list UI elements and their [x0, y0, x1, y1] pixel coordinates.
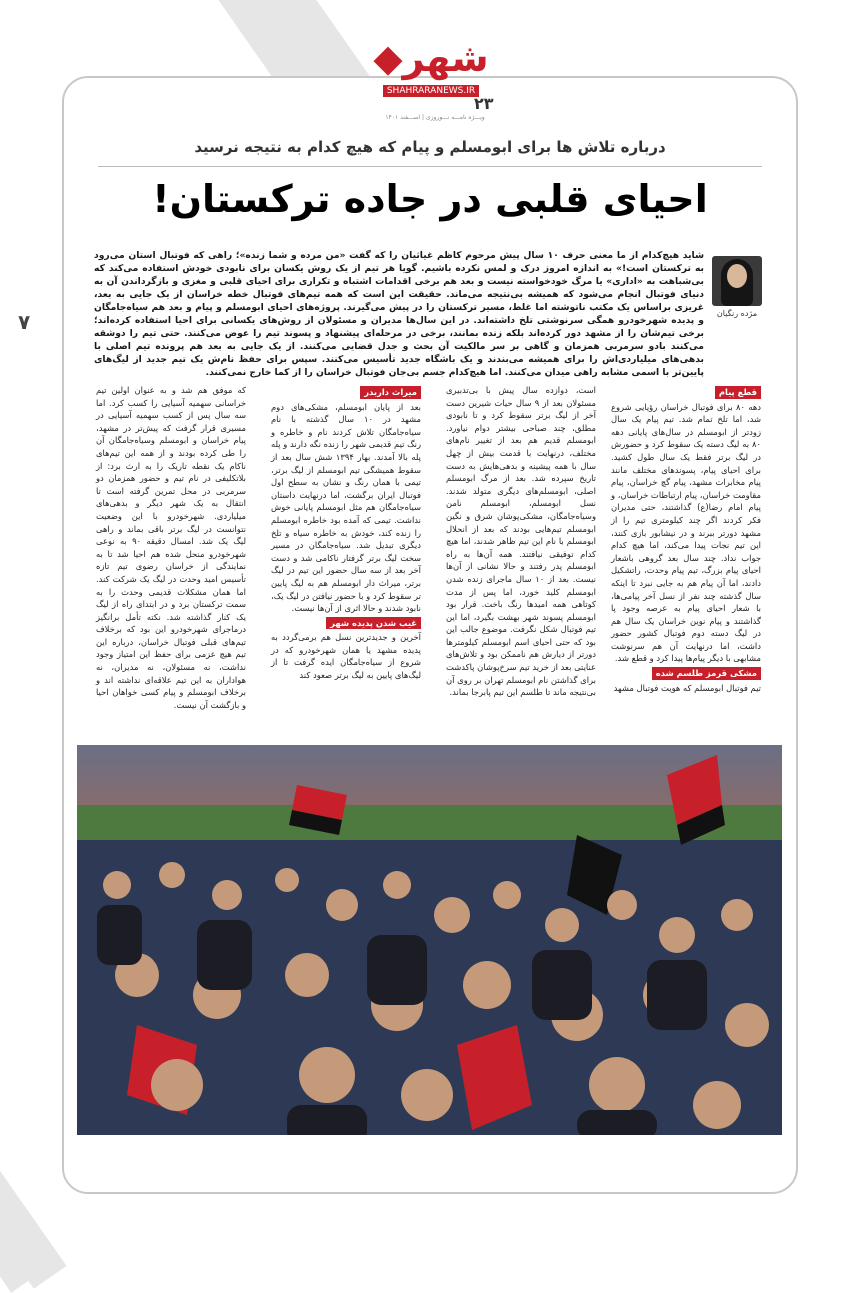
article-subtitle: درباره تلاش ها برای ابومسلم و پیام که هیچ کدام به نتیجه نرسید	[194, 138, 666, 156]
crowd-illustration	[77, 745, 782, 1135]
column-heading: میراث داربدر	[360, 386, 421, 399]
column-heading: مشکی قرمز طلسم شده	[652, 667, 761, 680]
column-text: بعد از پایان ابومسلم، مشکی‌های دوم مشهد در ۱۰ سال گذشته با نام سیاه‌جامگان تلاش کردند نام و خاطره و رنگ تیم قدیمی شهر را زنده نگه دارند و پله پله بالا آمدند. بهار ۱۳۹۴ شش سال بعد از سقوط همیشگی تیم ابومسلم از لیگ برتر، تیمی با همان رنگ و نشان به سطح اول فوتبال ایران برگشت، اما درنهایت داستان سیاه‌جامگان هم مثل ابومسلم پایانی خوش نداشت. تیمی که آمده بود خاطره ابومسلم را زنده کند، خودش به خاطره سیاه و تلخ دیگری تبدیل شد. سیاه‌جامگان در مسیر سخت لیگ برتر گرفتار ناکامی شد و دست آخر بعد از سه سال حضور این تیم در لیگ برتر، میراث دار ابومسلم هم به لیگ پایین تر سقوط کرد و با حضور نیافتن در لیگ یک، نابود شدند و حالا اثری از آن‌ها نیست.	[271, 401, 421, 614]
article-headline: احیای قلبی در جاده ترکستان!	[152, 177, 708, 221]
column-text: که موفق هم شد و به عنوان اولین تیم خراسانی سهمیه آسیایی را کسب کرد. اما سه سال پس از کسب سهمیه آسیایی در مسیری قرار گرفت که پیش‌تر در مشهد، پیام خراسان و ابومسلم وسیاه‌جامگان آن را طی کرده بودند و از همه این تیم‌های ناکام یک نقطه تاریک را به ارث برد: از بلاتکلیفی در نام تیم و حضور همزمان دو سرمربی در محل تمرین گرفته است تا انتقال به یک شهر دیگر و بدهی‌های میلیاردی. شهرخودرو با این وضعیت نتوانست در لیگ برتر باقی بماند و راهی لیگ یک شد. امسال دقیقه ۹۰ به نوعی شهرخودرو منحل شده هم احیا شد تا به نمایندگی از خراسان رضوی تیم تازه تأسیس امید وحدت در لیگ یک شرکت کند. اما همان مشکلات قدیمی وحدت را به سمت ترکستان برد و در ابتدای راه از لیگ یک کنار گذاشته شد. نکته تأمل برانگیز درماجرای شهرخودرو این بود که برخلاف تیم‌های قبلی فوتبال خراسان، درباره این تیم هیچ عزمی برای حفظ این امتیاز وجود نداشت، نه مسئولان، نه مدیران، نه هواداران به این تیم علاقه‌ای نداشته اند و برخلاف ابومسلم و پیام کسی خواهان احیا و بازگشت آن نیست.	[96, 385, 246, 710]
issue-line: ویـــژه نامـــه نـــوروزی | اســـفند ۱۴۰۱	[385, 114, 485, 121]
column-text: آخرین و جدیدترین نسل هم برمی‌گردد به پدیده مشهد یا همان شهرخودرو که در شروع از سیاه‌جامگان ایده گرفت تا از لیگ‌های پایین به لیگ برتر صعود کند	[271, 632, 421, 681]
column-text: است، دوازده سال پیش با بی‌تدبیری مسئولان بعد از ۹ سال حیات شیرین دست آخر از لیگ برتر سقوط کرد و تا نابودی مطلق، چند صباحی بیشتر دوام نیاورد. ابومسلم قدیم هم بعد از تغییر نام‌های مختلف، درنهایت با قدمت بیش از چهل سال با همه پیشینه و بدهی‌هایش به دست تاریخ سپرده شد. بعد از مرگ ابومسلم اصلی، ابومسلم‌های دیگری متولد شدند. نسل ابومسلم، ابومسلم نامن وسیاه‌جامگان، مشکی‌پوشان شرق و نگین ابومسلم تیم‌هایی بودند که بعد از انحلال ابومسلم با نام این تیم ظاهر شدند، اما هیچ کدام توفیقی نیافتند. همه آن‌ها به راه ابومسلم پدر رفتند و حالا نشانی از آن‌ها نیست. بعد از ۱۰ سال ماجرای زنده شدن ابومسلم کلید خورد، اما پس از مدت کوتاهی همه امیدها رنگ باخت. قرار بود ابومسلم پسوند شهر بهشت بگیرد، اما این تیم فوتبال شکل نگرفت. موضوع جالب این بود که حتی احیای اسم ابومسلم کیلومترها دورتر از دیارش هم ناممکن بود و تلاش‌های عنایتی بعد از خرید تیم سرخ‌پوشان پاکدشت برای گذاشتن نام ابومسلم تهران بر روی آن بی‌نتیجه ماند تا طلسم این تیم پابرجا بماند.	[446, 385, 596, 698]
column-3	[271, 384, 421, 682]
logo-mark: ◆شهر	[373, 36, 489, 80]
column-4	[96, 384, 246, 711]
column-heading: غیب شدن پدیده شهر	[326, 617, 421, 630]
newspaper-logo[interactable]	[372, 38, 490, 110]
crowd-photo	[77, 745, 782, 1135]
column-text: دهه ۸۰ برای فوتبال خراسان رؤیایی شروع شد، اما تلخ تمام شد. تیم پیام یک سال زودتر از ابومسلم در سال‌های پایانی دهه ۸۰ به لیگ دسته یک سقوط کرد و حضورش در لیگ برتر فقط یک سال طول کشید. برای احیای پیام، پسوندهای مختلف مانند پیام مخابرات مشهد، پیام گچ خراسان، پیام مقاومت خراسان، پیام ارتباطات خراسان، و پیام امام رضا(ع) گذاشتند، حتی مدیران فکر کردند اگر چند کیلومتری تیم را از مشهد دورتر ببرند و در نیشابور بازی کنند، این تیم نجات پیدا می‌کند، اما هیچ کدام جواب نداد. چند سال بعد گروهی باشعار احیای پیام بزرگ، تیم پیام وحدت، راتشکیل دادند، اما آن پیام هم به جایی نبرد تا اینکه سال گذشته چند نفر از نسل آخر پیامی‌ها، با شعار احیای پیام به عرصه وجود پا گذاشتند و پیام نوین خراسان یک سال هم در لیگ دسته دوم فوتبال کشور حضور داشت، اما درنهایت آن هم سرنوشت مشابهی با دیگر پیام‌ها پیدا کرد و قطع شد.	[611, 401, 761, 664]
side-page-number: ۷	[18, 310, 31, 334]
author-avatar	[712, 256, 762, 306]
column-text: تیم فوتبال ابومسلم که هویت فوتبال مشهد	[613, 682, 761, 693]
divider	[98, 166, 762, 167]
column-1	[611, 384, 761, 694]
article-lead: شاید هیچ‌کدام از ما معنی حرف ۱۰ سال پیش مرحوم کاظم غیاثیان را که گفت «من مرده و شما زنده»؛ راهی که فوتبال استان می‌رود به ترکستان است!» به اندازه امروز درک و لمس نکرده باشیم. گویا هر تیم از یک روش یکسان برای نابودی خودش استفاده می‌کند که بی‌شباهت به «اداری» یا مرگ خودخواسته نیست و بعد هم برخی اقدامات اشتباه و تکراری برای احیای قلبی و مغزی و بازگرداندن آن به دنیای فوتبال انجام می‌شود که همیشه بی‌نتیجه می‌ماند. حقیقت این است که همه تیم‌های فوتبال خطه خراسان از یک جایی به بعد، غریزی براساس یک مکتب ناتوشته اما غلط، مسیر ترکستان را در پیش می‌گیرند. پروژه‌های احیای ابومسلم و پیام و بعد هم سیاه‌جامگان و پدیده شهرخودرو همگی سرنوشتی تلخ داشته‌اند. در این سال‌ها مدیران و مسئولان از روش‌های یکسانی برای احیا استفاده کرده‌اند؛ برخی تیم‌شان را از مشهد دور کرده‌اند بلکه زنده بمانند، برخی در مرحله‌ای پیشنهاد و پسوند تیم را عوض می‌کنند. حتی تیم را دوشقه می‌کنند بادو سرمربی همزمان و گاهی بر سر مالکیت آن بحث و جدل قضایی می‌کنند. از یک جایی به بعد هم پرونده تیم اصلی با بدهی‌های میلیاردی‌اش را برای همیشه می‌بندند و یک باشگاه جدید تأسیس می‌کنند. سپس برای حفظ نام‌ش یک تیم جدید از لیگ‌های پایین‌تر با اسمی مشابه راهی میدان می‌کنند. اما هیچ‌کدام جسم بی‌جان فوتبال خراسان را از کما خارج نمی‌کنند.	[94, 250, 704, 378]
column-heading: قطع پیام	[715, 386, 761, 399]
logo-url: SHAHRARANEWS.IR	[383, 85, 479, 97]
page-number: ۲۳	[474, 94, 494, 113]
column-2	[446, 384, 596, 699]
author-name: مژده رنگیان	[716, 309, 758, 318]
